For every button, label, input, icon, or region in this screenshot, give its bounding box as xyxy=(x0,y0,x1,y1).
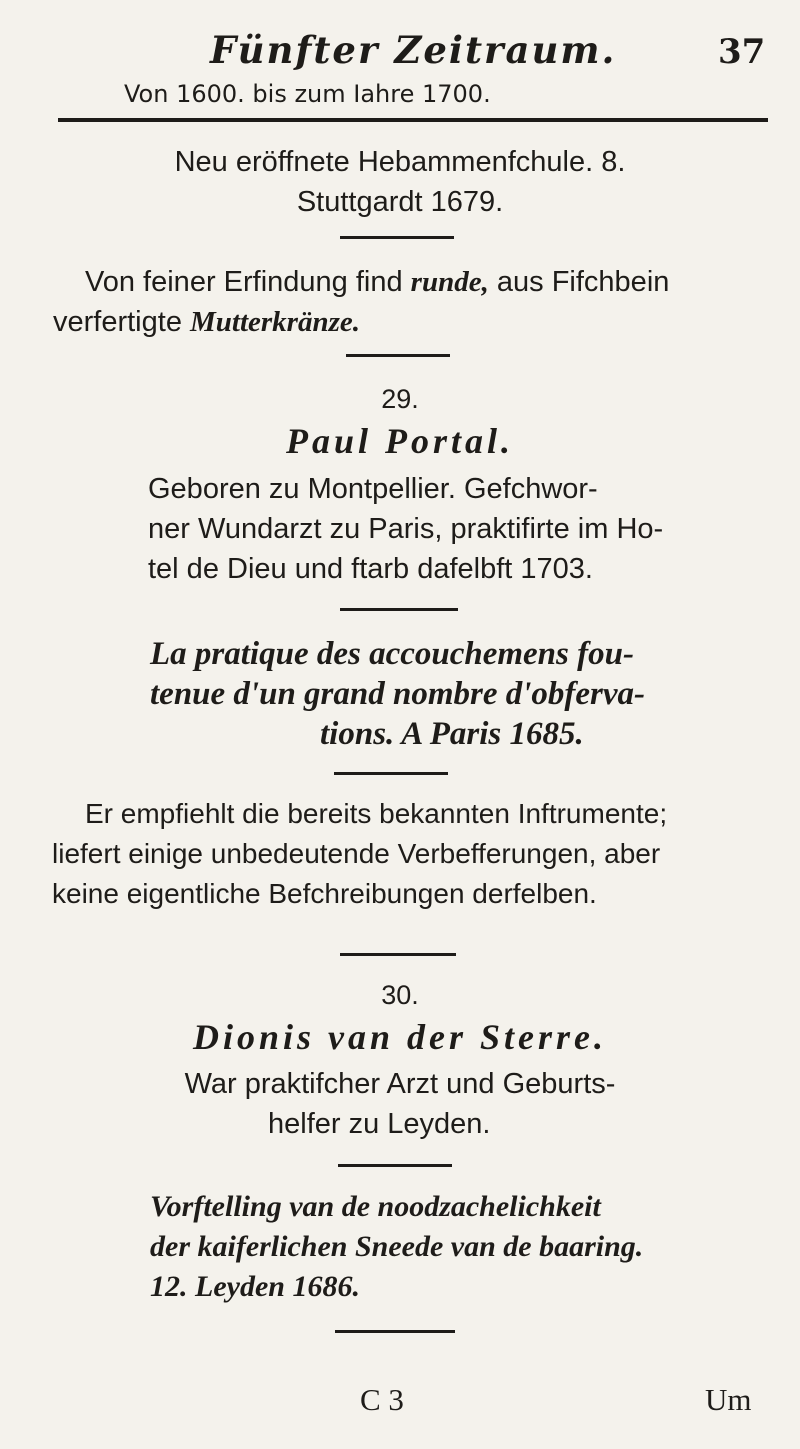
page-number: 37 xyxy=(718,32,766,72)
entry-comment-line: keine eigentliche Befchreibungen derfelben. xyxy=(52,878,597,909)
divider-rule xyxy=(334,772,448,775)
entry-bio-line: tel de Dieu und ftarb dafelbft 1703. xyxy=(148,553,593,585)
divider-rule xyxy=(340,953,456,956)
intro-text-line-1: Von feiner Erfindung find runde, aus Fifchbein xyxy=(85,266,670,298)
signature-mark: C 3 xyxy=(360,1382,404,1417)
intro-place-year: Stuttgardt 1679. xyxy=(296,186,504,218)
entry-work-title-line: tions. A Paris 1685. xyxy=(320,716,584,752)
divider-rule xyxy=(340,608,458,611)
divider-rule xyxy=(335,1330,455,1333)
divider-rule xyxy=(340,236,454,239)
entry-work-title-line: 12. Leyden 1686. xyxy=(150,1270,360,1303)
intro-text-line-2: verfertigte Mutterkränze. xyxy=(53,306,361,338)
entry-bio-line: ner Wundarzt zu Paris, praktifirte im Ho- xyxy=(148,513,664,545)
entry-comment-line: Er empfiehlt die bereits bekannten Inftrumente; xyxy=(85,798,668,829)
entry-author: Dionis van der Sterre. xyxy=(192,1017,608,1057)
entry-work-title-line: La pratique des accouchemens fou- xyxy=(150,636,634,672)
running-head-subtitle: Von 1600. bis zum Iahre 1700. xyxy=(124,80,491,108)
divider-rule xyxy=(346,354,450,357)
entry-work-title-line: Vorftelling van de noodzachelichkeit xyxy=(150,1190,601,1223)
entry-bio-line: helfer zu Leyden. xyxy=(268,1108,491,1140)
header-rule xyxy=(58,118,768,122)
entry-author: Paul Portal. xyxy=(285,421,515,461)
entry-comment-line: liefert einige unbedeutende Verbefferungen, aber xyxy=(52,838,661,869)
entry-work-title-line: tenue d'un grand nombre d'obferva- xyxy=(150,676,646,712)
running-head-title: Fünfter Zeitraum. xyxy=(210,28,617,72)
intro-title: Neu eröffnete Hebammenfchule. 8. xyxy=(174,146,626,178)
entry-bio-line: Geboren zu Montpellier. Gefchwor- xyxy=(148,473,598,505)
entry-number: 30. xyxy=(381,980,419,1010)
divider-rule xyxy=(338,1164,452,1167)
entry-work-title-line: der kaiferlichen Sneede van de baaring. xyxy=(150,1230,644,1263)
entry-number: 29. xyxy=(381,384,419,414)
entry-bio-line: War praktifcher Arzt und Geburts- xyxy=(184,1068,616,1100)
catchword: Um xyxy=(705,1382,752,1417)
